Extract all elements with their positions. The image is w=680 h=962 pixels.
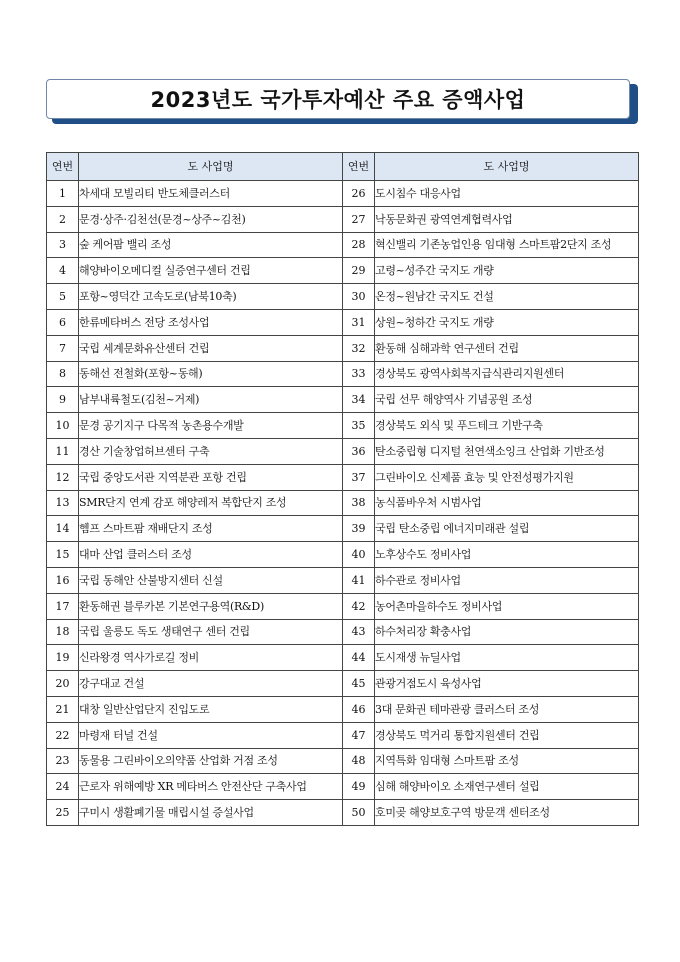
project-name: 그린바이오 신제품 효능 및 안전성평가지원 [375, 464, 639, 490]
project-number: 35 [343, 413, 375, 439]
table-row [47, 361, 639, 387]
project-number: 17 [47, 593, 79, 619]
table-row [47, 593, 639, 619]
project-name: 관광거점도시 육성사업 [375, 671, 639, 697]
project-name: 차세대 모빌리티 반도체클러스터 [79, 181, 343, 207]
table-row [47, 181, 639, 207]
project-number: 18 [47, 619, 79, 645]
project-number: 29 [343, 258, 375, 284]
project-name: 남부내륙철도(김천~거제) [79, 387, 343, 413]
project-number: 50 [343, 800, 375, 826]
project-name: 국립 울릉도 독도 생태연구 센터 건립 [79, 619, 343, 645]
table-row [47, 619, 639, 645]
project-number: 42 [343, 593, 375, 619]
table-body [47, 181, 639, 826]
table-row [47, 387, 639, 413]
project-number: 23 [47, 748, 79, 774]
project-name: 경상북도 광역사회복지급식관리지원센터 [375, 361, 639, 387]
project-name: 낙동문화권 광역연계협력사업 [375, 206, 639, 232]
project-name: 심해 해양바이오 소재연구센터 설립 [375, 774, 639, 800]
project-table [46, 152, 639, 826]
table-row [47, 774, 639, 800]
table-row [47, 206, 639, 232]
project-number: 2 [47, 206, 79, 232]
table-row [47, 542, 639, 568]
project-number: 32 [343, 335, 375, 361]
project-number: 30 [343, 284, 375, 310]
table-row [47, 309, 639, 335]
table-row [47, 413, 639, 439]
project-name: 국립 세계문화유산센터 건립 [79, 335, 343, 361]
project-name: 마령재 터널 건설 [79, 722, 343, 748]
project-name: 하수처리장 확충사업 [375, 619, 639, 645]
project-number: 14 [47, 516, 79, 542]
project-name: 포항~영덕간 고속도로(남북10축) [79, 284, 343, 310]
project-name: 환동해권 블루카본 기본연구용역(R&D) [79, 593, 343, 619]
project-number: 13 [47, 490, 79, 516]
project-number: 28 [343, 232, 375, 258]
table-row [47, 284, 639, 310]
table-row [47, 645, 639, 671]
project-number: 9 [47, 387, 79, 413]
project-number: 22 [47, 722, 79, 748]
project-name: 강구대교 건설 [79, 671, 343, 697]
project-name: 신라왕경 역사가로길 정비 [79, 645, 343, 671]
project-number: 43 [343, 619, 375, 645]
project-number: 15 [47, 542, 79, 568]
project-name: 환동해 심해과학 연구센터 건립 [375, 335, 639, 361]
project-name: 구미시 생활폐기물 매립시설 증설사업 [79, 800, 343, 826]
table-row [47, 567, 639, 593]
project-number: 27 [343, 206, 375, 232]
project-name: 국립 중앙도서관 지역분관 포항 건립 [79, 464, 343, 490]
project-number: 25 [47, 800, 79, 826]
table-row [47, 464, 639, 490]
header-no-left: 연번 [47, 153, 79, 181]
project-number: 12 [47, 464, 79, 490]
table-row [47, 232, 639, 258]
project-name: 지역특화 임대형 스마트팜 조성 [375, 748, 639, 774]
project-name: 한류메타버스 전당 조성사업 [79, 309, 343, 335]
project-number: 48 [343, 748, 375, 774]
project-name: 농식품바우처 시범사업 [375, 490, 639, 516]
project-name: 경상북도 먹거리 통합지원센터 건립 [375, 722, 639, 748]
project-name: 탄소중립형 디지털 천연색소잉크 산업화 기반조성 [375, 438, 639, 464]
project-name: 농어촌마을하수도 정비사업 [375, 593, 639, 619]
project-number: 47 [343, 722, 375, 748]
project-name: 호미곶 해양보호구역 방문객 센터조성 [375, 800, 639, 826]
table-row [47, 671, 639, 697]
project-number: 39 [343, 516, 375, 542]
project-name: 경상북도 외식 및 푸드테크 기반구축 [375, 413, 639, 439]
project-name: 국립 탄소중립 에너지미래관 설립 [375, 516, 639, 542]
project-number: 21 [47, 696, 79, 722]
project-name: 동해선 전철화(포항~동해) [79, 361, 343, 387]
project-name: 경산 기술창업허브센터 구축 [79, 438, 343, 464]
project-name: 온정~원남간 국지도 건설 [375, 284, 639, 310]
table-row [47, 258, 639, 284]
project-number: 31 [343, 309, 375, 335]
project-number: 34 [343, 387, 375, 413]
project-name: 국립 선무 해양역사 기념공원 조성 [375, 387, 639, 413]
project-number: 40 [343, 542, 375, 568]
project-number: 46 [343, 696, 375, 722]
project-name: 도시재생 뉴딜사업 [375, 645, 639, 671]
project-number: 8 [47, 361, 79, 387]
project-name: 노후상수도 정비사업 [375, 542, 639, 568]
project-number: 11 [47, 438, 79, 464]
project-number: 38 [343, 490, 375, 516]
header-name-left: 도 사업명 [79, 153, 343, 181]
project-name: 헴프 스마트팜 재배단지 조성 [79, 516, 343, 542]
table-row [47, 438, 639, 464]
project-number: 49 [343, 774, 375, 800]
header-name-right: 도 사업명 [375, 153, 639, 181]
table-row [47, 516, 639, 542]
project-number: 6 [47, 309, 79, 335]
table-header-row [47, 153, 639, 181]
project-name: 해양바이오메디컬 실증연구센터 건립 [79, 258, 343, 284]
project-number: 24 [47, 774, 79, 800]
project-name: 숲 케어팜 밸리 조성 [79, 232, 343, 258]
project-name: 대마 산업 클러스터 조성 [79, 542, 343, 568]
project-number: 26 [343, 181, 375, 207]
project-number: 37 [343, 464, 375, 490]
project-name: 도시침수 대응사업 [375, 181, 639, 207]
project-number: 33 [343, 361, 375, 387]
project-name: 문경·상주·김천선(문경~상주~김천) [79, 206, 343, 232]
header-no-right: 연번 [343, 153, 375, 181]
project-number: 44 [343, 645, 375, 671]
project-number: 5 [47, 284, 79, 310]
project-number: 19 [47, 645, 79, 671]
page-title: 2023년도 국가투자예산 주요 증액사업 [46, 79, 630, 119]
project-number: 20 [47, 671, 79, 697]
project-number: 1 [47, 181, 79, 207]
project-number: 3 [47, 232, 79, 258]
project-number: 36 [343, 438, 375, 464]
project-number: 16 [47, 567, 79, 593]
project-name: 동물용 그린바이오의약품 산업화 거점 조성 [79, 748, 343, 774]
project-name: 3대 문화권 테마관광 클러스터 조성 [375, 696, 639, 722]
project-name: SMR단지 연계 감포 해양레저 복합단지 조성 [79, 490, 343, 516]
project-number: 45 [343, 671, 375, 697]
project-name: 상원~청하간 국지도 개량 [375, 309, 639, 335]
project-name: 문경 공기지구 다목적 농촌용수개발 [79, 413, 343, 439]
table-row [47, 696, 639, 722]
project-name: 고령~성주간 국지도 개량 [375, 258, 639, 284]
project-name: 혁신밸리 기존농업인용 임대형 스마트팜2단지 조성 [375, 232, 639, 258]
table-row [47, 748, 639, 774]
project-name: 하수관로 정비사업 [375, 567, 639, 593]
project-name: 대창 일반산업단지 진입도로 [79, 696, 343, 722]
project-name: 근로자 위해예방 XR 메타버스 안전산단 구축사업 [79, 774, 343, 800]
project-number: 4 [47, 258, 79, 284]
table-row [47, 722, 639, 748]
table-row [47, 490, 639, 516]
table-row [47, 335, 639, 361]
project-number: 41 [343, 567, 375, 593]
project-number: 10 [47, 413, 79, 439]
project-number: 7 [47, 335, 79, 361]
table-row [47, 800, 639, 826]
project-name: 국립 동해안 산불방지센터 신설 [79, 567, 343, 593]
